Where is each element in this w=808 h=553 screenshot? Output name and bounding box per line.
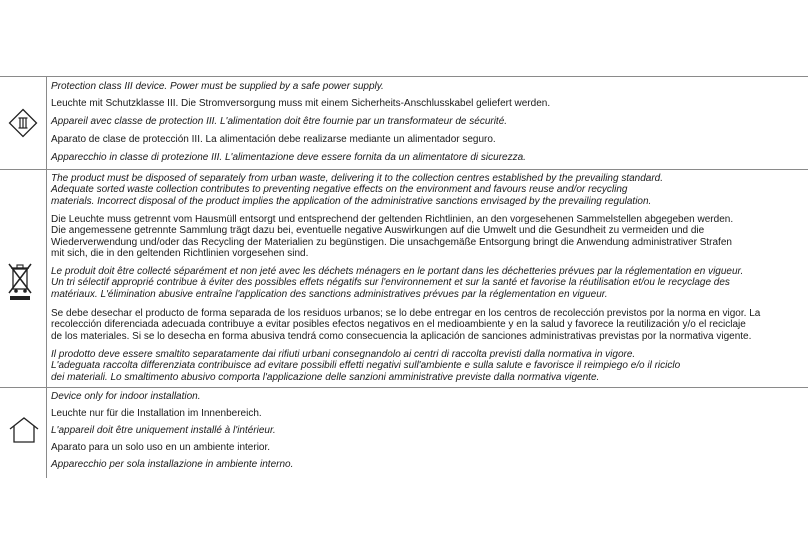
section-2-para-it: Il prodotto deve essere smaltito separatamente dai rifiuti urbani consegnandolo ai centri di raccolta previsti dalla normativa in vigore. L'adeguata raccolta differenziata contribuisce ad evitare possibili effetti negativi sull'ambiente e sulla salute e favorisce il reimpiego e/o il riciclo dei materiali. Lo smaltimento abusivo comporta l'applicazione delle sanzioni amministrative previste dalla normativa vigente. [51,349,681,383]
weee-crossed-bin-icon [8,261,34,301]
section-3-para-en: Device only for indoor installation. [51,391,201,402]
section-1-para-it: Apparecchio in classe di protezione III. L'alimentazione deve essere fornita da un alimentatore di sicurezza. [51,152,526,163]
section-3-para-de: Leuchte nur für die Installation im Innenbereich. [51,408,262,419]
section-2-para-es: Se debe desechar el producto de forma separada de los residuos urbanos; se lo debe entregar en los centros de recolección previstos por la norma en vigor. La recolección diferenciada adecuada contribuye a evitar posibles efectos negativos en el medioambiente y en la salud y favorece la reutilización y/o el reciclaje de los materiales. Si se lo desecha en forma abusiva tendrá como consecuencia la aplicación de sanciones administrativas previstas por la normativa vigente. [51,308,761,342]
icon-column-divider [46,76,47,478]
section-2-para-de: Die Leuchte muss getrennt vom Hausmüll entsorgt und entsprechend der geltenden Richtlinien, an den vorgesehenen Sammelstellen abgegeben werden. Die angemessene getrennte Sammlung trägt dazu bei, eventuelle negative Auswirkungen auf die Umwelt und die Gesundheit zu vermeiden und die Wiederverwendung und/oder das Recycling der Materialien zu begünstigen. Die unsachgemäße Entsorgung bringt die Anwendung administrativer Strafen mit sich, die in den geltenden Richtlinien vorgesehen sind. [51,214,734,260]
section-3-para-es: Aparato para un solo uso en un ambiente interior. [51,442,271,453]
divider [0,169,808,170]
divider [0,387,808,388]
section-2-para-fr: Le produit doit être collecté séparément et non jeté avec les déchets ménagers en le portant dans les déchetteries prévues par la réglementation en vigueur. Un tri sélectif approprié contribue à éviter des possibles effets négatifs sur l'environnement et sur la santé et favorise la réutilisation et/ou le recyclage des matériaux. L'élimination abusive entraîne l'application des sanctions administratives prévues par la réglementation en vigueur. [51,266,744,300]
indoor-house-icon [8,416,40,444]
protection-class-iii-icon [8,108,38,138]
section-1-para-es: Aparato de clase de protección III. La alimentación debe realizarse mediante un alimentador seguro. [51,134,496,145]
divider [0,76,808,77]
section-3-para-it: Apparecchio per sola installazione in ambiente interno. [51,459,294,470]
section-1-para-de: Leuchte mit Schutzklasse III. Die Stromversorgung muss mit einem Sicherheits-Anschlusskabel geliefert werden. [51,98,551,109]
section-2-para-en: The product must be disposed of separately from urban waste, delivering it to the collection centres established by the prevailing standard. Adequate sorted waste collection contributes to preventing negative effects on the environment and favours reuse and/or recycling materials. Incorrect disposal of the product implies the application of the administrative sanctions envisaged by the prevailing regulation. [51,173,664,207]
section-1-para-fr: Appareil avec classe de protection III. L'alimentation doit être fournie par un transformateur de sécurité. [51,116,508,127]
section-3-para-fr: L'appareil doit être uniquement installé à l'intérieur. [51,425,276,436]
section-1-para-en: Protection class III device. Power must be supplied by a safe power supply. [51,81,384,92]
